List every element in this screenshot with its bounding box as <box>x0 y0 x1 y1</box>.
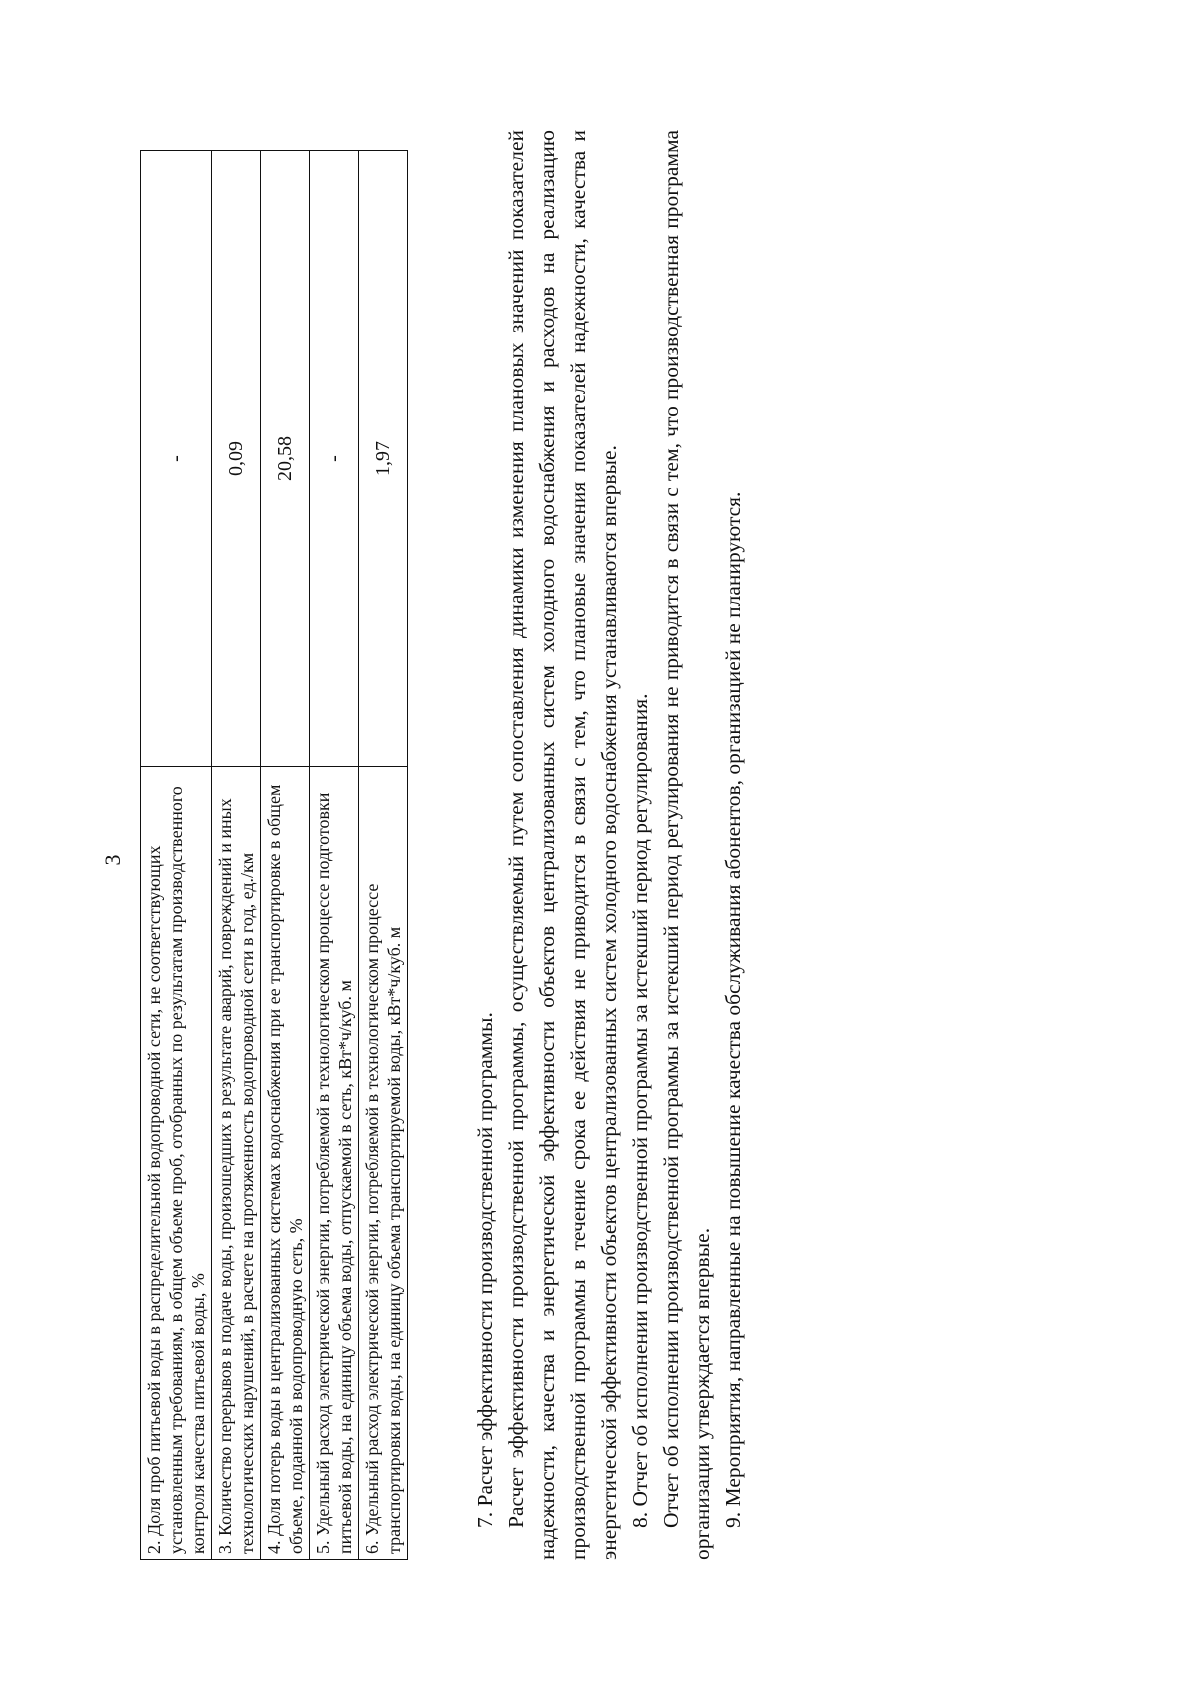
table-row <box>212 151 261 1560</box>
page-number: 3 <box>100 854 125 866</box>
text-body <box>470 130 749 1560</box>
rotated-content <box>100 80 860 1640</box>
indicators-table <box>140 150 408 1560</box>
indicator-cell: 3. Количество перерывов в подаче воды, произошедших в результате аварий, повреждений и иных технологических нарушений, в расчете на протяженность водопроводной сети в год, ед./км <box>212 767 261 1560</box>
section-8-text: Отчет об исполнении производственной программы за истекший период регулирования не приводится в связи с тем, что производственная программа организации утверждается впервые. <box>659 130 714 1560</box>
value-cell: 20,58 <box>261 151 310 767</box>
indicator-cell: 5. Удельный расход электрической энергии, потребляемой в технологическом процессе подготовки питьевой воды, на единицу объема воды, отпускаемой в сеть, кВт*ч/куб. м <box>310 767 359 1560</box>
section-9-title: 9. Мероприятия, направленные на повышение качества обслуживания абонентов, организацией не планируются. <box>721 491 745 1528</box>
indicator-cell: 6. Удельный расход электрической энергии, потребляемой в технологическом процессе транспортировки воды, на единицу объема транспортируемой воды, кВт*ч/куб. м <box>359 767 408 1560</box>
table-row <box>310 151 359 1560</box>
value-cell: - <box>310 151 359 767</box>
section-7-text: Расчет эффективности производственной программы, осуществляемый путем сопоставления динамики изменения плановых значений показателей надежности, качества и энергетической эффективности объектов централизованных систем холодного водоснабжения и расходов на реализацию производственной программы в течение срока ее действия не приводится в связи с тем, что плановые значения показателей надежности, качества и энергетической эффективности объектов централизованных систем холодного водоснабжения устанавливаются впервые. <box>504 130 621 1560</box>
indicator-cell: 2. Доля проб питьевой воды в распределительной водопроводной сети, не соответствующих установленным требованиям, в общем объеме проб, отобранных по результатам производственного контроля качества питьевой воды, % <box>141 767 212 1560</box>
table-row <box>261 151 310 1560</box>
value-cell: - <box>141 151 212 767</box>
value-cell: 0,09 <box>212 151 261 767</box>
table-row <box>359 151 408 1560</box>
indicator-cell: 4. Доля потерь воды в централизованных системах водоснабжения при ее транспортировке в общем объеме, поданной в водопроводную сеть, % <box>261 767 310 1560</box>
value-cell: 1,97 <box>359 151 408 767</box>
table-row <box>141 151 212 1560</box>
section-7-title: 7. Расчет эффективности производственной программы. <box>473 1012 497 1528</box>
section-8-title: 8. Отчет об исполнении производственной программы за истекший период регулирования. <box>628 693 652 1528</box>
